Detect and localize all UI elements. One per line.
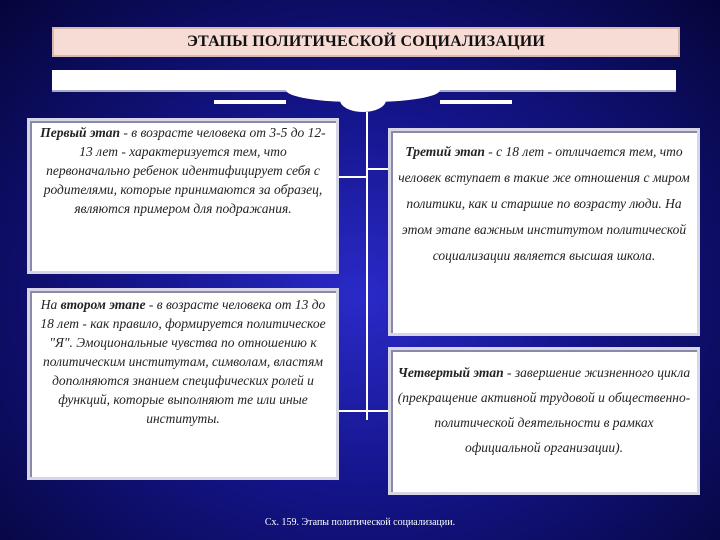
stage-fourth-lead: Четвертый этап bbox=[397, 365, 504, 380]
stage-second-pre: На bbox=[40, 297, 61, 312]
stage-third-text: - с 18 лет - отличается тем, что человек вступает в такие же отношения с миром политики, как и старшие по возрасту люди. На этом этапе важным институтом политической социализации является высшая школа. bbox=[398, 144, 690, 263]
stage-second-box bbox=[27, 288, 339, 480]
stage-second-lead: втором этапе bbox=[60, 297, 146, 312]
figure-caption: Сх. 159. Этапы политической социализации. bbox=[264, 517, 456, 528]
bracket-right-line bbox=[440, 100, 512, 104]
connector-to-first bbox=[339, 176, 366, 178]
bracket-left-line bbox=[214, 100, 286, 104]
stage-first-lead: Первый этап bbox=[40, 125, 121, 140]
stage-fourth-box bbox=[388, 347, 700, 495]
connector-vertical-line bbox=[366, 112, 368, 420]
stage-first-box bbox=[27, 118, 339, 274]
connector-to-third bbox=[368, 168, 388, 170]
connector-to-second bbox=[339, 410, 366, 412]
stage-third-lead: Третий этап bbox=[405, 144, 485, 159]
bracket-tip bbox=[340, 100, 386, 112]
diagram-title: ЭТАПЫ ПОЛИТИЧЕСКОЙ СОЦИАЛИЗАЦИИ bbox=[52, 27, 680, 57]
bracket-top-bar bbox=[52, 70, 676, 92]
stage-third-box bbox=[388, 128, 700, 336]
stage-first-text: - в возрасте человека от 3-5 до 12-13 лет - характеризуется тем, что первоначально ребенок идентифицирует себя с родителями, которые принимаются за образец, являются примером для подражания. bbox=[43, 125, 326, 216]
stage-fourth-text: - завершение жизненного цикла (прекращение активной трудовой и общественно-политической деятельности в рамках официальной организации). bbox=[397, 365, 691, 455]
connector-to-fourth bbox=[368, 410, 388, 412]
stage-second-text: - в возрасте человека от 13 до 18 лет - как правило, формируется политическое "Я". Эмоциональные чувства по отношению к политическим институтам, символам, властям дополняются знанием специфических ролей и функций, которые выполняют те или иные институты. bbox=[40, 297, 326, 426]
